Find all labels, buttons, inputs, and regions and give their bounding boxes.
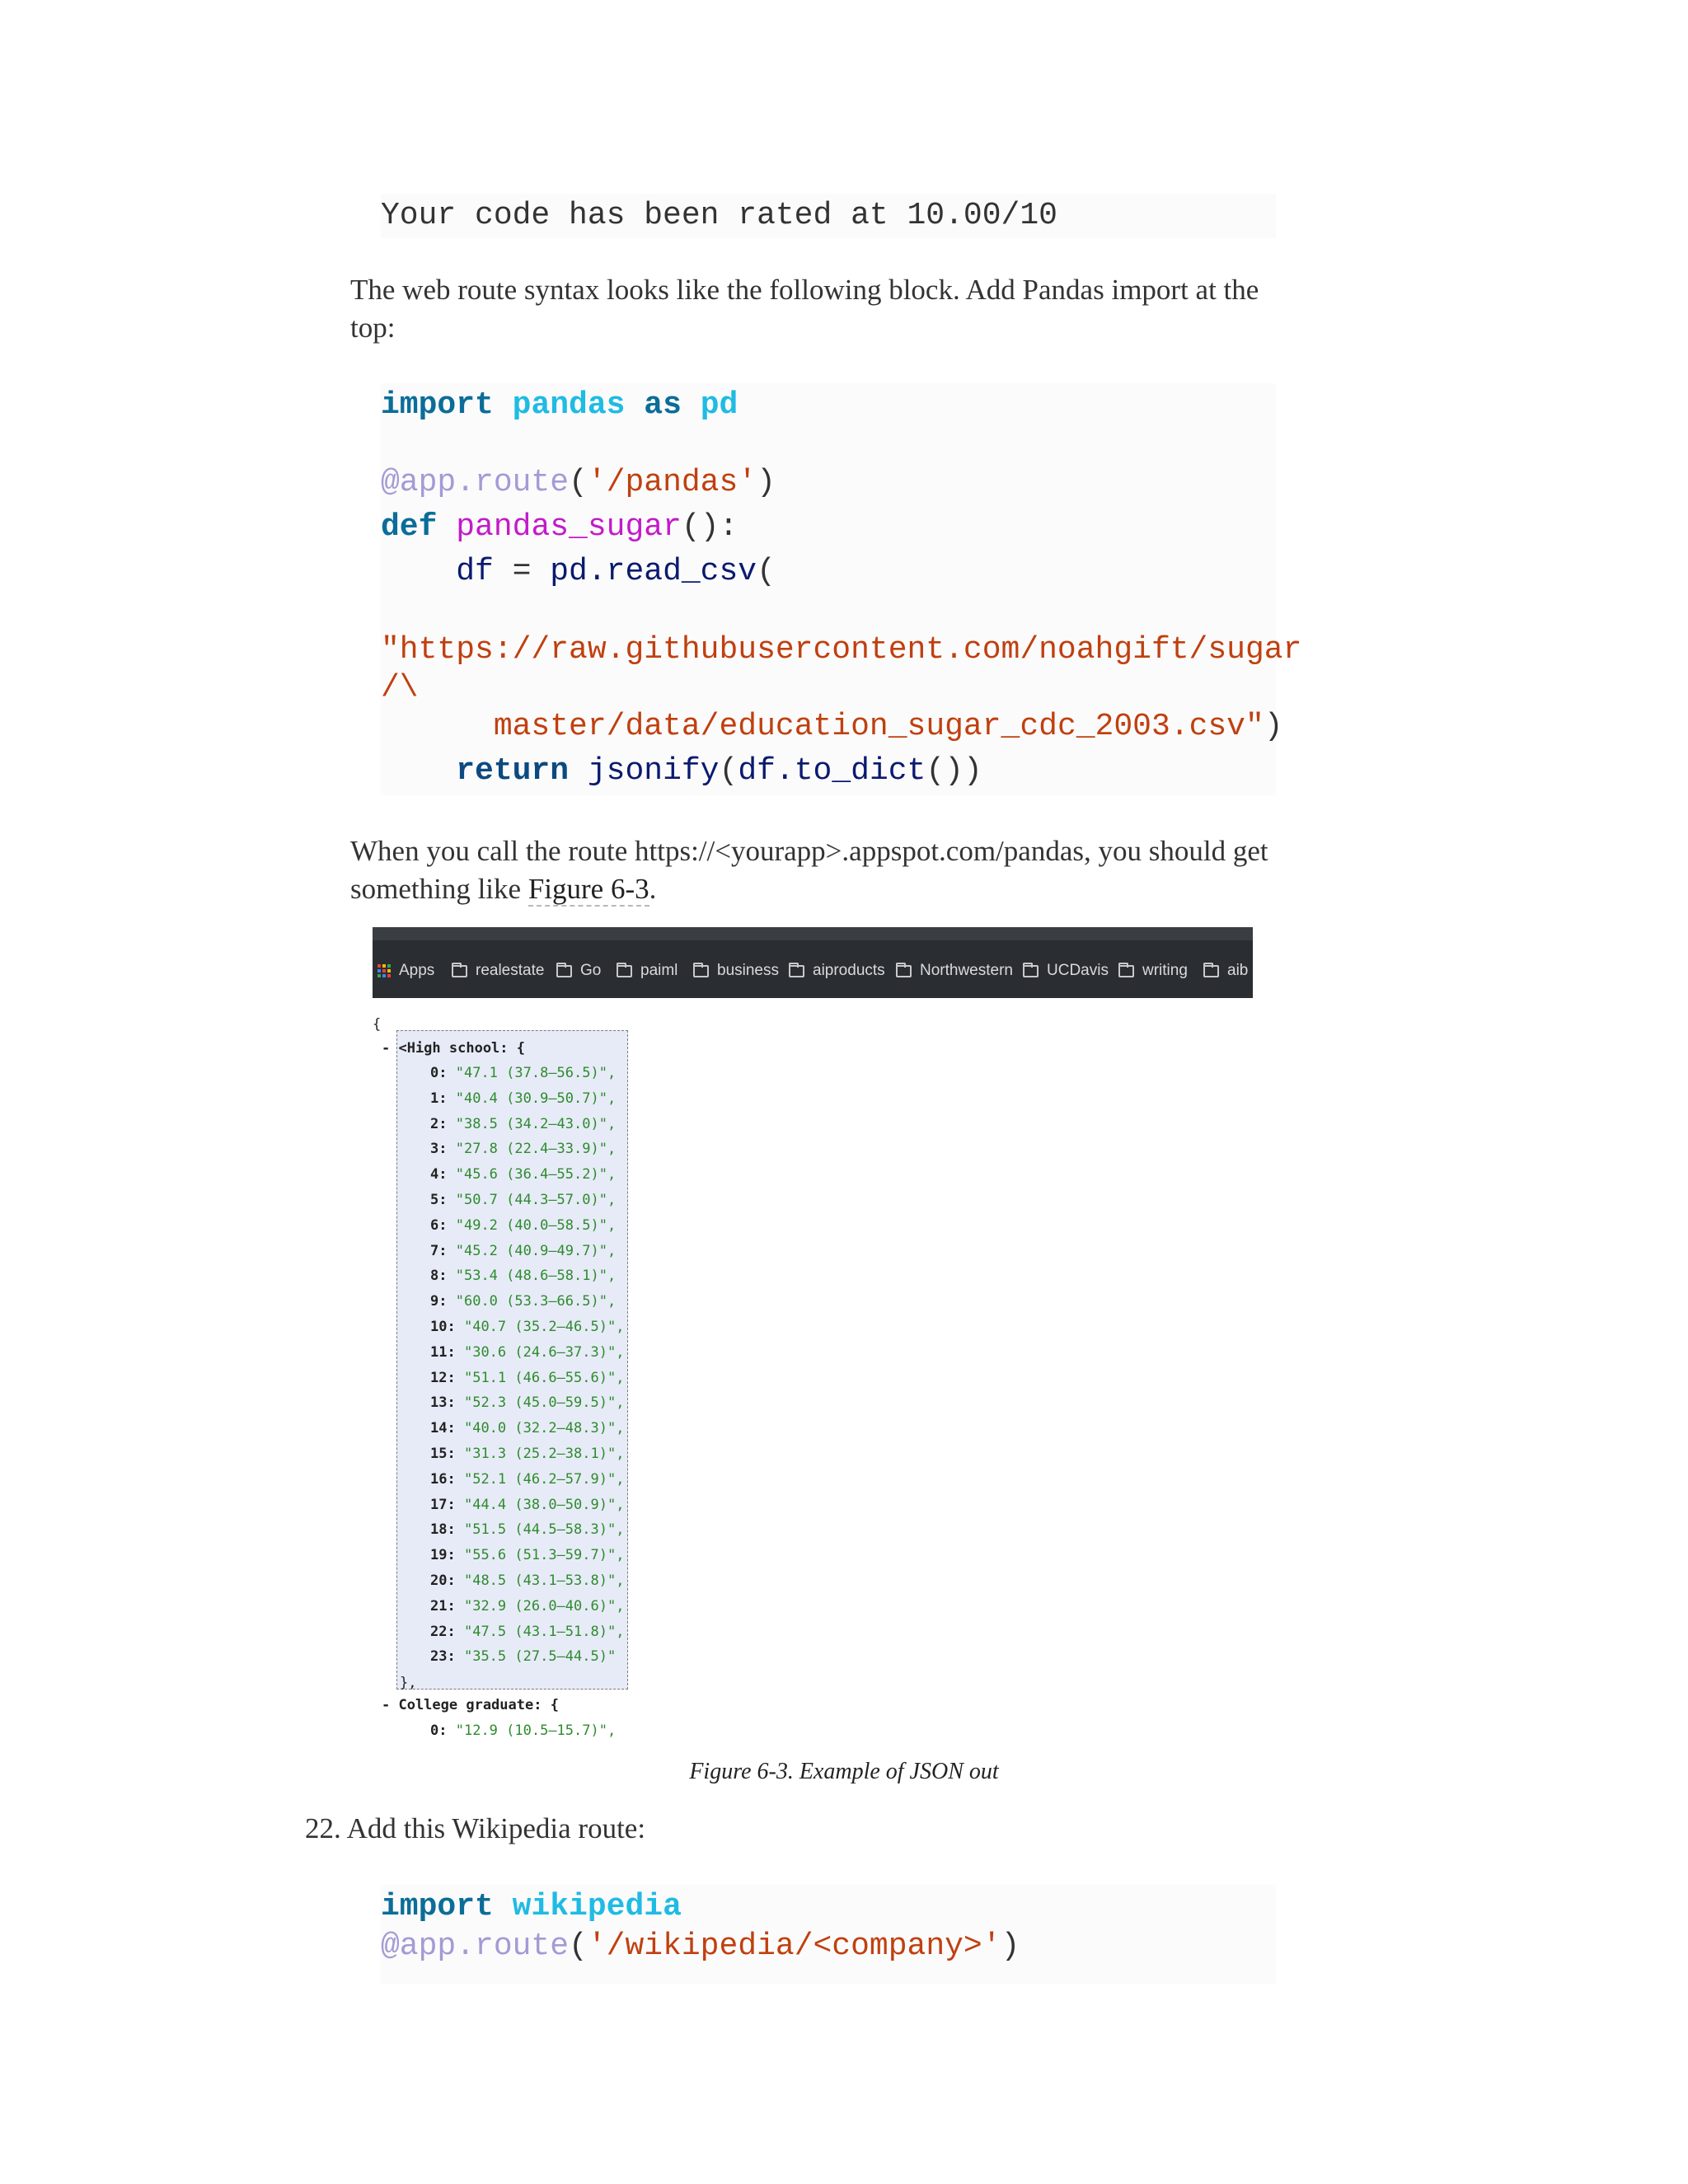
json-key: 18: [430, 1521, 456, 1539]
json-key: 13: [430, 1394, 456, 1412]
json-key: 15: [430, 1446, 456, 1462]
paren: ()) [926, 753, 982, 789]
keyword: as [644, 387, 682, 423]
folder-icon [452, 965, 467, 977]
json-value: "51.1 (46.6–55.6)", [463, 1369, 625, 1386]
paren: ) [757, 465, 776, 500]
keyword: import [381, 1889, 494, 1924]
json-row [430, 1493, 624, 1518]
json-output-screenshot [373, 927, 1253, 1747]
json-row [430, 1112, 616, 1137]
folder-icon [1203, 965, 1219, 977]
json-row [430, 1061, 616, 1086]
json-key: 5: [430, 1192, 448, 1208]
operator: = [493, 554, 551, 589]
bookmark-folder[interactable]: UCDavis [1023, 958, 1109, 983]
bookmark-folder[interactable]: Northwestern [896, 958, 1013, 983]
code-line-read-csv [381, 550, 776, 594]
json-row [430, 1289, 616, 1315]
intro-paragraph: The web route syntax looks like the following block. Add Pandas import at the top: [350, 274, 1259, 344]
json-key: 0: [430, 1065, 448, 1081]
json-key: 14: [430, 1420, 456, 1437]
json-row [430, 1718, 616, 1744]
json-row [430, 1162, 616, 1188]
code-line-url [381, 628, 1301, 673]
json-row [430, 1263, 616, 1289]
bookmark-folder[interactable]: writing [1118, 958, 1188, 983]
json-value: "48.5 (43.1–53.8)", [463, 1572, 625, 1589]
json-row [430, 1340, 624, 1366]
json-row [430, 1213, 616, 1239]
json-value: "53.4 (48.6–58.1)", [455, 1268, 617, 1285]
keyword: import [381, 387, 494, 423]
json-key: 23: [430, 1648, 456, 1666]
json-value: "47.5 (43.1–51.8)", [463, 1623, 625, 1640]
bookmark-folder[interactable]: aiproducts [789, 958, 885, 983]
code-line-decorator [381, 1924, 1020, 1969]
json-value: "31.3 (25.2–38.1)", [463, 1446, 625, 1462]
json-key: 22: [430, 1623, 456, 1640]
module-alias: pd [700, 387, 738, 423]
figure-link[interactable]: Figure 6-3 [528, 873, 649, 905]
json-row [430, 1517, 624, 1543]
paren: ( [569, 1929, 588, 1964]
code-line-return [381, 749, 982, 794]
json-row [430, 1568, 624, 1594]
variable: df [738, 753, 776, 789]
json-key: 19: [430, 1547, 456, 1564]
json-open-brace: { [373, 1016, 382, 1033]
bookmark-apps[interactable]: Apps [377, 958, 434, 983]
bookmark-folder[interactable]: paiml [617, 958, 678, 983]
json-close-brace: }, [400, 1675, 417, 1691]
json-key: 4: [430, 1166, 448, 1183]
json-value: "27.8 (22.4–33.9)", [455, 1141, 617, 1158]
json-value: "60.0 (53.3–66.5)", [455, 1293, 617, 1310]
function-name: pandas_sugar [456, 509, 682, 545]
pandas-route-code-block [381, 383, 1302, 795]
paren: ( [569, 465, 588, 500]
json-row [430, 1594, 624, 1619]
json-value: "50.7 (44.3–57.0)", [455, 1192, 617, 1208]
folder-icon [617, 965, 632, 977]
json-row [430, 1644, 616, 1670]
json-value: "55.6 (51.3–59.7)", [463, 1547, 625, 1564]
json-value: "12.9 (10.5–15.7)", [455, 1722, 617, 1739]
code-line-url-path [381, 705, 1283, 749]
string-literal: '/wikipedia/<company>' [587, 1929, 1001, 1964]
json-value: "40.7 (35.2–46.5)", [463, 1319, 625, 1335]
json-row [430, 1188, 616, 1213]
json-row [430, 1619, 624, 1645]
browser-bookmarks-bar [373, 927, 1253, 998]
period: . [649, 873, 657, 905]
json-key: 2: [430, 1115, 448, 1132]
keyword: return [456, 753, 570, 789]
json-row [430, 1137, 616, 1162]
json-key: 3: [430, 1141, 448, 1158]
module-name: pandas [512, 387, 626, 423]
code-line-url-cont [381, 666, 419, 710]
paren: ( [719, 753, 738, 789]
json-value: "49.2 (40.0–58.5)", [455, 1216, 617, 1234]
pylint-output-block [381, 194, 1276, 238]
json-row [430, 1315, 624, 1340]
bookmark-folder[interactable]: business [693, 958, 779, 983]
json-row [430, 1543, 624, 1568]
keyword: def [381, 509, 438, 545]
json-key: 8: [430, 1268, 448, 1285]
bookmark-folder[interactable]: aib [1203, 958, 1248, 983]
code-line-import [381, 383, 738, 428]
step-number: 22. [305, 1812, 341, 1844]
json-row [430, 1390, 624, 1416]
code-line-def [381, 505, 738, 550]
json-value: "40.0 (32.2–48.3)", [463, 1420, 625, 1437]
json-key: 7: [430, 1242, 448, 1259]
variable: df [456, 554, 494, 589]
apps-grid-icon [377, 964, 391, 977]
json-value: "47.1 (37.8–56.5)", [455, 1065, 617, 1081]
module-alias: pd [550, 554, 588, 589]
decorator: @app.route [381, 465, 570, 500]
bookmark-folder[interactable]: Go [556, 958, 601, 983]
folder-icon [693, 965, 709, 977]
folder-icon [1023, 965, 1039, 977]
json-key: 10: [430, 1319, 456, 1335]
json-row [430, 1467, 624, 1493]
paren: ( [757, 554, 776, 589]
json-key: 0: [430, 1722, 448, 1739]
step-22 [305, 1810, 645, 1848]
json-value: "44.4 (38.0–50.9)", [463, 1496, 625, 1513]
json-key: 12: [430, 1369, 456, 1386]
function-name: jsonify [587, 753, 720, 789]
folder-icon [1118, 965, 1134, 977]
json-key: 6: [430, 1216, 448, 1234]
json-key: 11: [430, 1343, 456, 1361]
json-value: "52.1 (46.2–57.9)", [463, 1470, 625, 1488]
json-value: "45.2 (40.9–49.7)", [455, 1242, 617, 1259]
json-key: 9: [430, 1293, 448, 1310]
json-college-key[interactable]: - College graduate: { [382, 1697, 559, 1713]
json-row [430, 1416, 624, 1441]
figure-caption: Figure 6-3. Example of JSON out [689, 1759, 999, 1784]
string-literal: "https://raw.githubusercontent.com/noahgift/sugar [381, 632, 1302, 668]
paren: ) [1001, 1929, 1020, 1964]
paren: ) [1264, 709, 1283, 744]
code-line-import [381, 1885, 682, 1929]
code-line-decorator [381, 461, 776, 505]
decorator: @app.route [381, 1929, 570, 1964]
string-literal: /\ [381, 670, 419, 705]
json-value: "32.9 (26.0–40.6)", [463, 1597, 625, 1615]
method: .to_dict [775, 753, 926, 789]
json-value: "30.6 (24.6–37.3)", [463, 1343, 625, 1361]
folder-icon [896, 965, 912, 977]
route-call-text: When you call the route https://<yourapp>.appspot.com/pandas, you should get something like [350, 835, 1268, 905]
wikipedia-route-code-block [381, 1885, 1276, 1984]
browser-address-strip [373, 927, 1253, 940]
json-row [430, 1086, 616, 1112]
folder-icon [789, 965, 804, 977]
json-value: "51.5 (44.5–58.3)", [463, 1521, 625, 1539]
string-literal: master/data/education_sugar_cdc_2003.csv" [493, 709, 1264, 744]
json-value: "35.5 (27.5–44.5)" [463, 1648, 617, 1666]
json-high-school-key[interactable]: - <High school: { [382, 1040, 525, 1057]
json-row [430, 1441, 624, 1467]
step-text: Add this Wikipedia route: [346, 1812, 646, 1844]
json-value: "52.3 (45.0–59.5)", [463, 1394, 625, 1412]
json-row [430, 1366, 624, 1391]
string-literal: '/pandas' [587, 465, 757, 500]
json-row [430, 1239, 616, 1264]
punctuation: (): [681, 509, 738, 545]
json-key: 21: [430, 1597, 456, 1615]
json-value: "38.5 (34.2–43.0)", [455, 1115, 617, 1132]
json-key: 20: [430, 1572, 456, 1589]
module-name: wikipedia [512, 1889, 682, 1924]
json-value: "45.6 (36.4–55.2)", [455, 1166, 617, 1183]
json-key: 17: [430, 1496, 456, 1513]
method: .read_csv [587, 554, 757, 589]
route-call-paragraph [350, 832, 1282, 908]
json-key: 16: [430, 1470, 456, 1488]
pylint-output-line: Your code has been rated at 10.00/10 [381, 198, 1057, 233]
bookmark-folder[interactable]: realestate [452, 958, 544, 983]
json-value: "40.4 (30.9–50.7)", [455, 1090, 617, 1107]
json-key: 1: [430, 1090, 448, 1107]
folder-icon [556, 965, 572, 977]
